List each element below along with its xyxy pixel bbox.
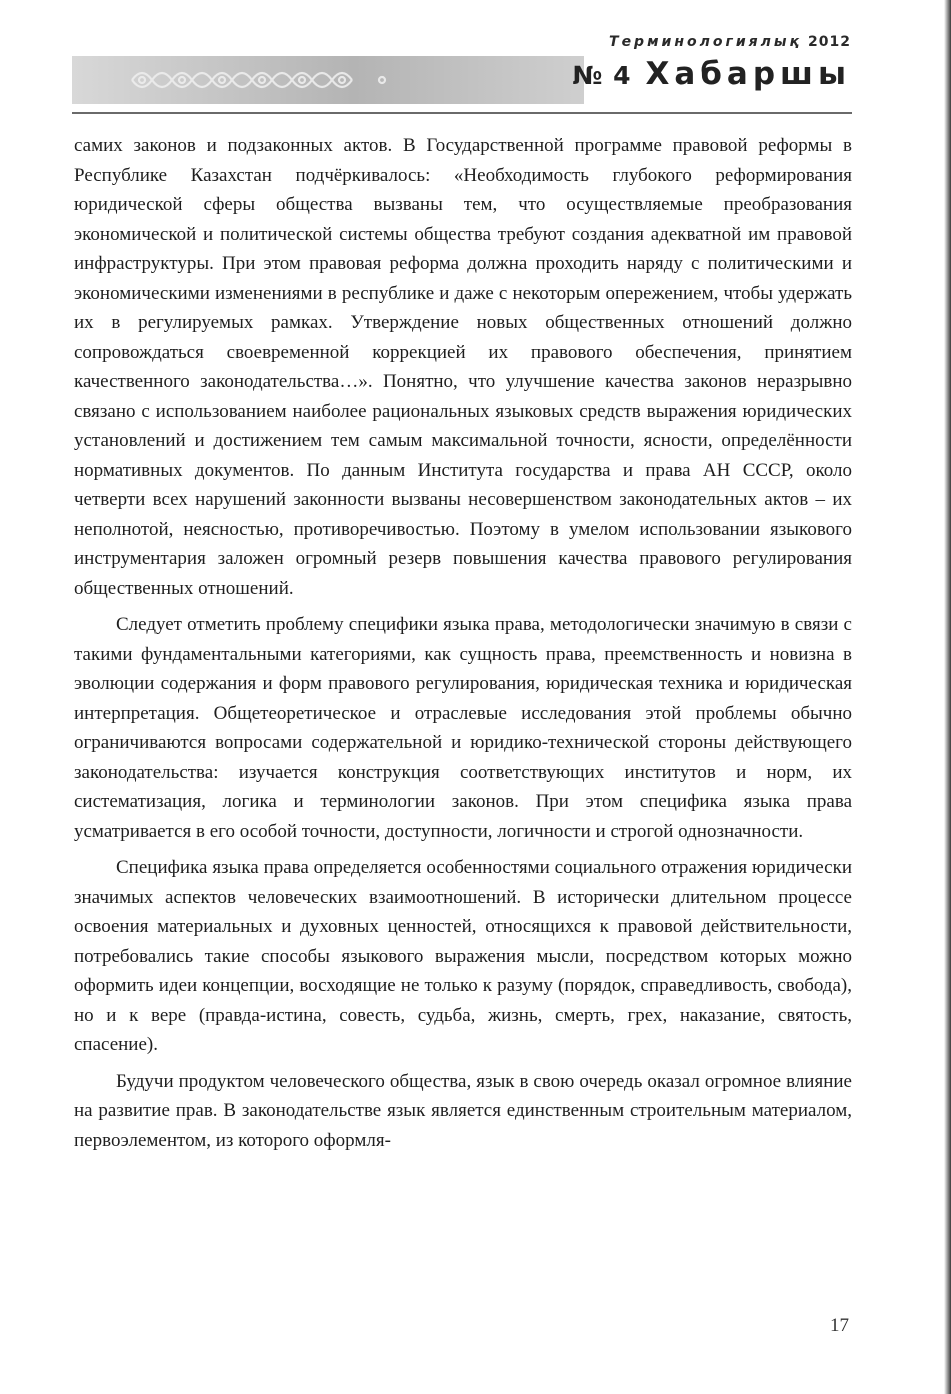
- page-number: 17: [830, 1315, 849, 1336]
- paragraph-4: Будучи продуктом человеческого общества, язык в свою очередь оказал огромное влияние на развитие прав. В законодательстве язык является единственным строительным материалом, первоэлементом, из которого оформля-: [74, 1070, 852, 1151]
- issue-line: [572, 56, 851, 92]
- paragraph-2: Следует отметить проблему специфики языка права, методологически значимую в связи с такими фундаментальными категориями, как сущность права, преемственность и новизна в эволюции содержания и форм правового регулирования, юридическая техника и юридическая интерпретация. Общетеоретическое и отраслевые исследования этой проблемы обычно ограничиваются вопросами содержательной и юридико-технической стороны действующего законодательства: изучается конструкция соответствующих институтов и норм, их систематизация, логика и терминологии законов. При этом специфика языка права усматривается в его особой точности, доступности, логичности и строгой однозначности.: [74, 614, 852, 842]
- paragraph-3: Специфика языка права определяется особенностями социального отражения юридически значимых аспектов человеческих взаимоотношений. В исторически длительном процессе освоения материальных и духовных ценностей, относящихся к правовой действительности, потребовались такие способы языкового выражения мысли, посредством которых можно оформить идеи концепции, восходящие не только к разуму (порядок, справедливость, свобода), но и к вере (правда-истина, совесть, судьба, жизнь, смерть, грех, наказание, святость, спасение).: [74, 857, 852, 1055]
- issue-number: № 4: [572, 61, 632, 90]
- paragraph-1: самих законов и подзаконных актов. В Государственной программе правовой реформы в Республике Казахстан подчёркивалось: «Необходимость глубокого реформирования юридической сферы общества вызваны тем, что осуществляемые преобразования экономической и политической системы общества требуют создания адекватной им правовой инфраструктуры. При этом правовая реформа должна проходить наряду с политическими и экономическими изменениями в республике и даже с некоторым опережением, чтобы удержать их в регулируемых рамках. Утверждение новых общественных отношений должно сопровождаться своевременной коррекцией их правового обеспечения, принятием качественного законодательства…». Понятно, что улучшение качества законов неразрывно связано с использованием наиболее рациональных языковых средств выражения юридических установлений и достижением тем самым максимальной точности, ясности, определённости нормативных документов. По данным Института государства и права АН СССР, около четверти всех нарушений законности вызваны несовершенством законодательных актов – их неполнотой, неясностью, противоречивостью. Поэтому в умелом использовании языкового инструментария заложен огромный резерв повышения качества правового регулирования общественных отношений.: [74, 135, 852, 599]
- ornament-pattern-icon: [72, 56, 584, 104]
- article-body: [74, 131, 852, 1162]
- header-divider: [72, 112, 852, 114]
- journal-year: 2012: [808, 34, 851, 50]
- header-ornament-band: [72, 56, 584, 104]
- issue-title: Хабаршы: [645, 56, 851, 92]
- page-edge-shadow: [944, 0, 951, 1394]
- journal-name: Терминологиялық 2012: [609, 34, 851, 50]
